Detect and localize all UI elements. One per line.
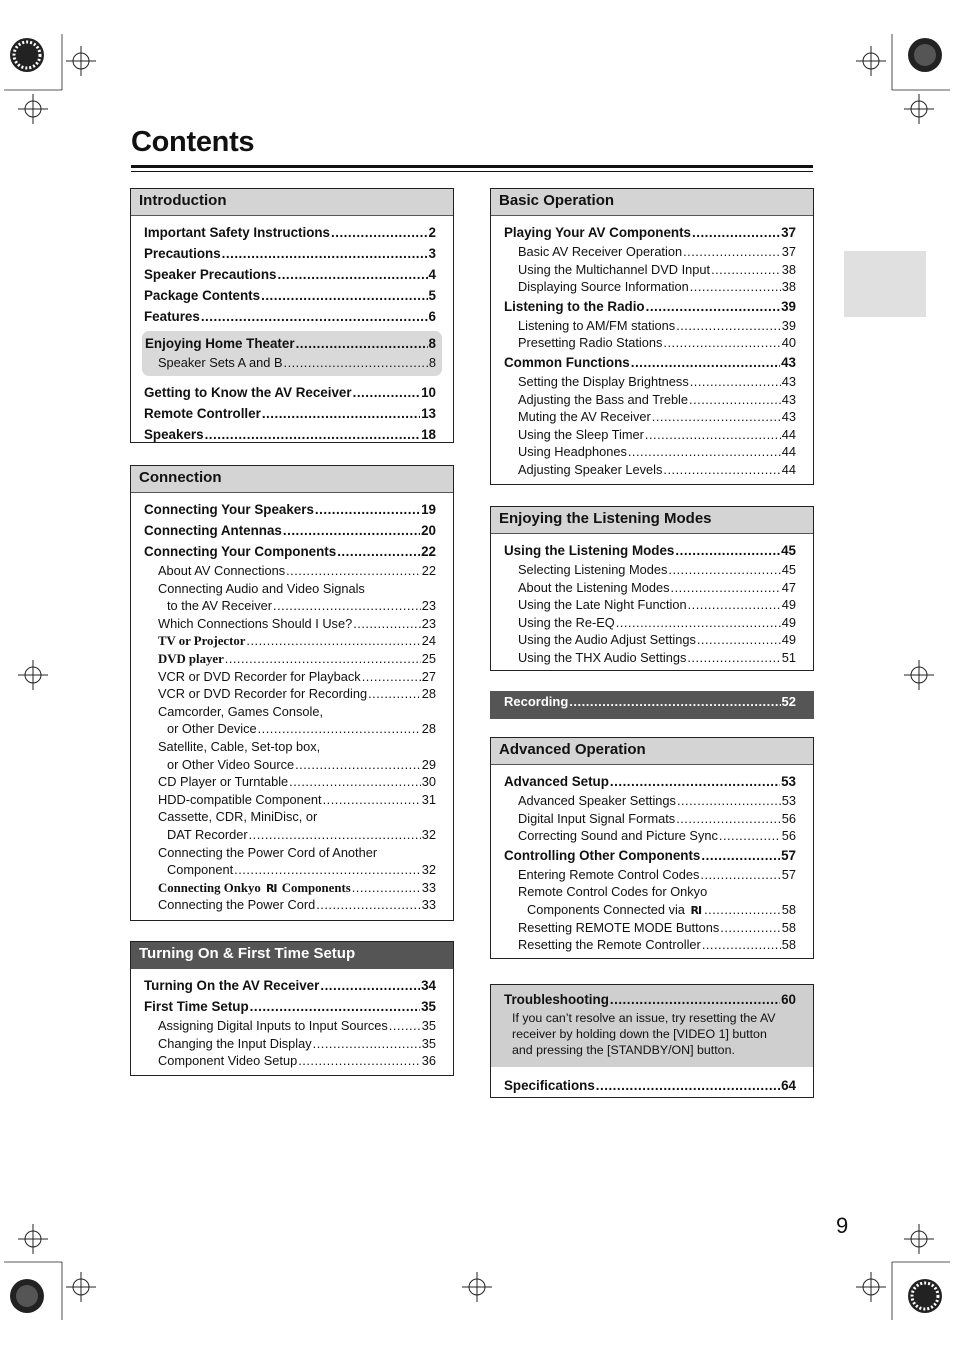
toc-subentry[interactable]: Connecting Onkyo RI Components ..... 33 [131,879,453,897]
toc-subentry[interactable]: Presetting Radio Stations ..... 40 [491,334,813,352]
toc-subentry[interactable]: Advanced Speaker Settings ..... 53 [491,792,813,810]
toc-subentry[interactable]: Using Headphones ..... 44 [491,443,813,461]
toc-subentry[interactable]: Basic AV Receiver Operation ..... 37 [491,243,813,261]
toc-subentry[interactable]: or Other Device ..... 28 [131,720,453,738]
toc-subentry[interactable]: Correcting Sound and Picture Sync ..... 56 [491,827,813,845]
page-number: 9 [836,1213,849,1238]
toc-entry[interactable]: Recording ..... 52 [491,692,813,714]
crosshair-icon [18,1224,48,1254]
toc-entry[interactable]: Playing Your AV Components ..... 37 [491,222,813,243]
toc-entry[interactable]: Getting to Know the AV Receiver ..... 10 [131,382,453,403]
toc-entry[interactable]: Package Contents ..... 5 [131,285,453,306]
section-introduction [130,188,454,443]
toc-subentry[interactable]: VCR or DVD Recorder for Recording ..... 28 [131,685,453,703]
toc-entry[interactable]: Connecting Antennas ..... 20 [131,520,453,541]
section-recording [490,691,814,719]
toc-subentry[interactable]: Setting the Display Brightness ..... 43 [491,373,813,391]
crosshair-icon [66,1272,96,1302]
toc-subentry-line1: Connecting Audio and Video Signals [158,580,365,596]
toc-subentry-line1: Camcorder, Games Console, [158,703,324,719]
toc-subentry[interactable]: About AV Connections ..... 22 [131,562,453,580]
section-basic-operation [490,188,814,485]
toc-subentry[interactable]: Resetting the Remote Controller ..... 58 [491,936,813,954]
title-rule [131,171,813,172]
section-heading: Connection [131,466,453,493]
section-tab [844,251,926,317]
toc-subentry[interactable]: to the AV Receiver ..... 23 [131,597,453,615]
toc-subentry[interactable]: Component Video Setup ..... 36 [131,1052,453,1070]
toc-subentry[interactable]: Changing the Input Display ..... 35 [131,1035,453,1053]
toc-subentry[interactable]: Using the Sleep Timer ..... 44 [491,426,813,444]
toc-subentry[interactable]: Digital Input Signal Formats ..... 56 [491,810,813,828]
toc-entry[interactable]: Common Functions ..... 43 [491,352,813,373]
toc-subentry[interactable]: Assigning Digital Inputs to Input Sources ..... 35 [131,1017,453,1035]
toc-entry[interactable]: Remote Controller ..... 13 [131,403,453,424]
section-heading: Turning On & First Time Setup [131,942,453,969]
section-heading: Advanced Operation [491,738,813,765]
page-title: Contents [131,126,255,158]
toc-subentry[interactable]: Resetting REMOTE MODE Buttons ..... 58 [491,919,813,937]
toc-subentry[interactable]: TV or Projector ..... 24 [131,632,453,650]
section-heading: Enjoying the Listening Modes [491,507,813,534]
toc-subentry[interactable]: Using the THX Audio Settings ..... 51 [491,649,813,667]
toc-subentry[interactable]: HDD-compatible Component ..... 31 [131,791,453,809]
toc-subentry[interactable]: CD Player or Turntable ..... 30 [131,773,453,791]
toc-entry[interactable]: First Time Setup ..... 35 [131,996,453,1017]
crosshair-icon [856,46,886,76]
section-heading: Introduction [131,189,453,216]
toc-entry[interactable]: Speaker Precautions ..... 4 [131,264,453,285]
registration-target-icon [906,1277,944,1315]
troubleshooting-note: If you can’t resolve an issue, try resetting the AV receiver by holding down the [VIDEO 1] button and pressing the [STANDBY/ON] button. [512,1011,776,1058]
toc-subentry[interactable]: About the Listening Modes ..... 47 [491,579,813,597]
title-rule [131,165,813,168]
toc-entry[interactable]: Specifications ..... 64 [491,1075,813,1096]
toc-entry[interactable]: Enjoying Home Theater ..... 8 [142,333,442,354]
toc-subentry[interactable]: Adjusting the Bass and Treble ..... 43 [491,391,813,409]
toc-entry[interactable]: Connecting Your Components ..... 22 [131,541,453,562]
crosshair-icon [904,1224,934,1254]
crosshair-icon [66,46,96,76]
toc-subentry[interactable]: Which Connections Should I Use? ..... 23 [131,615,453,633]
crosshair-icon [462,1272,492,1302]
toc-subentry[interactable]: DAT Recorder ..... 32 [131,826,453,844]
crosshair-icon [856,1272,886,1302]
toc-entry[interactable]: Advanced Setup ..... 53 [491,771,813,792]
toc-subentry[interactable]: Listening to AM/FM stations ..... 39 [491,317,813,335]
section-turning-on [130,941,454,1076]
section-troubleshooting [490,984,814,1098]
toc-subentry[interactable]: Using the Re-EQ ..... 49 [491,614,813,632]
ri-logo-icon: RI [690,903,702,917]
toc-subentry[interactable]: Using the Multichannel DVD Input ..... 38 [491,261,813,279]
crosshair-icon [18,94,48,124]
toc-entry[interactable]: Turning On the AV Receiver ..... 34 [131,975,453,996]
ri-logo-icon: RI [265,881,277,895]
toc-subentry-line1: Connecting the Power Cord of Another [158,844,378,860]
toc-entry[interactable]: Speakers ..... 18 [131,424,453,445]
toc-subentry[interactable]: Component ..... 32 [131,861,453,879]
section-advanced-operation [490,737,814,959]
toc-subentry-line1: Cassette, CDR, MiniDisc, or [158,809,318,825]
toc-subentry[interactable]: Using the Audio Adjust Settings ..... 49 [491,631,813,649]
crosshair-icon [18,660,48,690]
section-heading: Basic Operation [491,189,813,216]
registration-target-icon [906,36,944,74]
toc-subentry[interactable]: Muting the AV Receiver ..... 43 [491,408,813,426]
section-connection [130,465,454,921]
toc-entry[interactable]: Using the Listening Modes ..... 45 [491,540,813,561]
toc-entry[interactable]: Features ..... 6 [131,306,453,327]
troubleshooting-panel [491,985,813,1067]
toc-subentry[interactable]: Components Connected via RI ..... 58 [491,901,813,919]
toc-entry[interactable]: Troubleshooting ..... 60 [491,989,813,1010]
toc-subentry[interactable]: Entering Remote Control Codes ..... 57 [491,866,813,884]
toc-subentry[interactable]: Displaying Source Information ..... 38 [491,278,813,296]
toc-subentry[interactable]: or Other Video Source ..... 29 [131,756,453,774]
toc-subentry[interactable]: VCR or DVD Recorder for Playback ..... 27 [131,668,453,686]
toc-subentry-line1: Remote Control Codes for Onkyo [518,884,708,900]
section-listening-modes [490,506,814,671]
toc-entry[interactable]: Important Safety Instructions ..... 2 [131,222,453,243]
toc-subentry[interactable]: DVD player ..... 25 [131,650,453,668]
toc-subentry[interactable]: Adjusting Speaker Levels ..... 44 [491,461,813,479]
toc-subentry-line1: Satellite, Cable, Set-top box, [158,738,321,754]
registration-target-icon [8,1277,46,1315]
crosshair-icon [904,660,934,690]
crosshair-icon [904,94,934,124]
registration-target-icon [8,36,46,74]
highlighted-entry [142,331,442,376]
toc-entry[interactable]: Controlling Other Components ..... 57 [491,845,813,866]
toc-entry[interactable]: Connecting Your Speakers ..... 19 [131,499,453,520]
toc-subentry[interactable]: Selecting Listening Modes ..... 45 [491,561,813,579]
toc-entry[interactable]: Precautions ..... 3 [131,243,453,264]
toc-subentry[interactable]: Using the Late Night Function ..... 49 [491,596,813,614]
toc-subentry[interactable]: Speaker Sets A and B ..... 8 [142,354,442,372]
toc-subentry[interactable]: Connecting the Power Cord ..... 33 [131,896,453,914]
toc-entry[interactable]: Listening to the Radio ..... 39 [491,296,813,317]
